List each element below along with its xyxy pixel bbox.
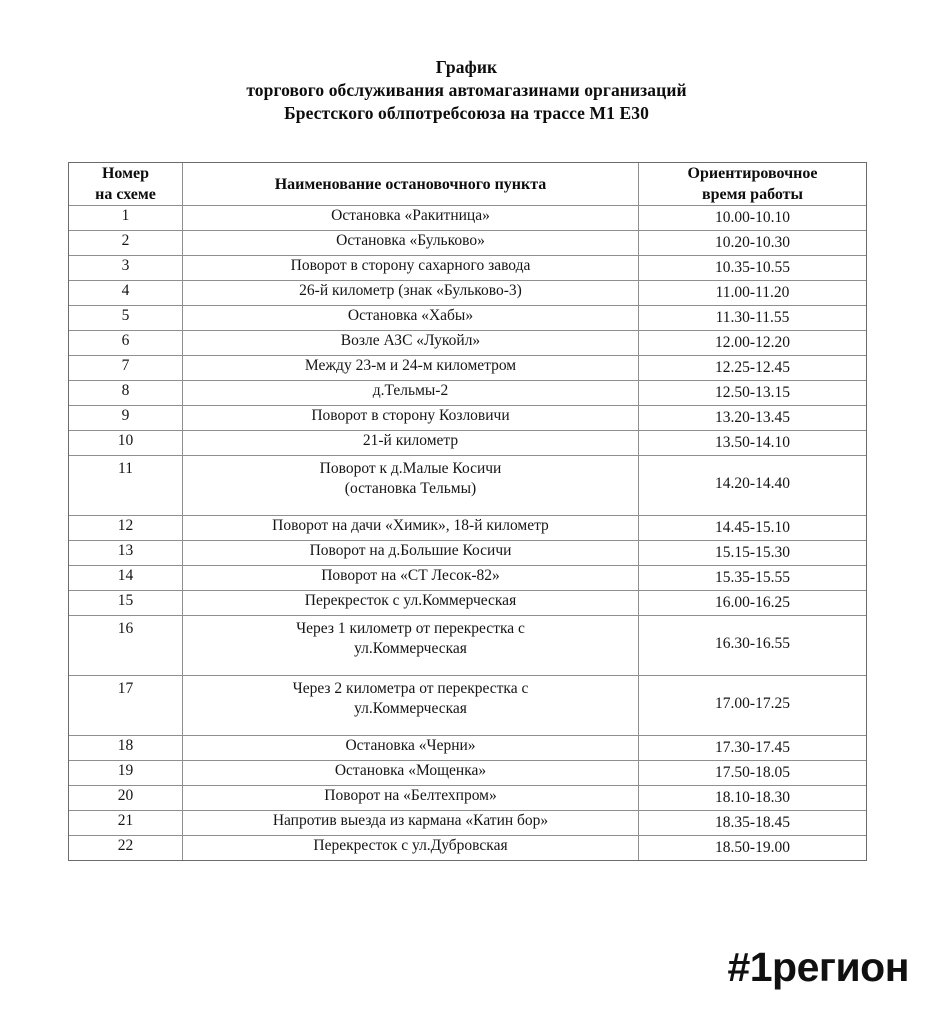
stop-name-cell bbox=[183, 566, 639, 591]
stop-name-line: Поворот на д.Большие Косичи bbox=[309, 542, 512, 559]
stop-name-cell bbox=[183, 231, 639, 256]
stop-name-line: Остановка «Хабы» bbox=[347, 307, 474, 324]
table-row bbox=[69, 331, 867, 356]
row-number-cell: 6 bbox=[69, 331, 183, 356]
table-row bbox=[69, 541, 867, 566]
table-header-row bbox=[69, 163, 867, 206]
row-number-cell: 2 bbox=[69, 231, 183, 256]
table-row bbox=[69, 516, 867, 541]
stop-name-cell bbox=[183, 811, 639, 836]
table-row bbox=[69, 456, 867, 516]
working-time-cell: 12.50-13.15 bbox=[639, 381, 867, 406]
working-time-cell: 15.35-15.55 bbox=[639, 566, 867, 591]
table-row bbox=[69, 591, 867, 616]
row-number-cell: 16 bbox=[69, 616, 183, 676]
stop-name-line: д.Тельмы-2 bbox=[372, 382, 449, 399]
stop-name-line: (остановка Тельмы) bbox=[344, 480, 477, 497]
stop-name-cell bbox=[183, 306, 639, 331]
stop-name-line: Поворот на «СТ Лесок-82» bbox=[321, 567, 500, 584]
stop-name-cell bbox=[183, 456, 639, 516]
stop-name-cell bbox=[183, 281, 639, 306]
table-row bbox=[69, 306, 867, 331]
stop-name-cell bbox=[183, 761, 639, 786]
stop-name-line: Поворот в сторону Козловичи bbox=[311, 407, 510, 424]
stop-name-line: Поворот на дачи «Химик», 18-й километр bbox=[272, 517, 549, 534]
row-number-cell: 15 bbox=[69, 591, 183, 616]
stop-name-line: Между 23-м и 24-м километром bbox=[304, 357, 517, 374]
working-time-cell: 12.25-12.45 bbox=[639, 356, 867, 381]
table-row bbox=[69, 566, 867, 591]
row-number-cell: 20 bbox=[69, 786, 183, 811]
stop-name-line: ул.Коммерческая bbox=[354, 700, 467, 717]
working-time-cell: 18.10-18.30 bbox=[639, 786, 867, 811]
row-number-cell: 4 bbox=[69, 281, 183, 306]
column-header-time-line-1: Ориентировочное bbox=[687, 165, 818, 182]
watermark: #1регион bbox=[727, 944, 909, 990]
title-line-3: Брестского облпотребсоюза на трассе М1 Е30 bbox=[284, 103, 649, 123]
working-time-cell: 15.15-15.30 bbox=[639, 541, 867, 566]
stop-name-line: 21-й километр bbox=[362, 432, 459, 449]
stop-name-line: 26-й километр (знак «Бульково-3) bbox=[299, 282, 522, 299]
table-row bbox=[69, 406, 867, 431]
schedule-table-container bbox=[68, 162, 866, 861]
title-line-2: торгового обслуживания автомагазинами организаций bbox=[246, 80, 687, 100]
row-number-cell: 22 bbox=[69, 836, 183, 861]
table-row bbox=[69, 281, 867, 306]
working-time-cell: 17.00-17.25 bbox=[639, 676, 867, 736]
table-row bbox=[69, 356, 867, 381]
column-header-number-line-1: Номер bbox=[101, 165, 150, 182]
stop-name-cell bbox=[183, 591, 639, 616]
table-row bbox=[69, 206, 867, 231]
column-header-time bbox=[639, 163, 867, 206]
row-number-cell: 21 bbox=[69, 811, 183, 836]
working-time-cell: 16.00-16.25 bbox=[639, 591, 867, 616]
stop-name-cell bbox=[183, 431, 639, 456]
working-time-cell: 10.35-10.55 bbox=[639, 256, 867, 281]
row-number-cell: 3 bbox=[69, 256, 183, 281]
row-number-cell: 18 bbox=[69, 736, 183, 761]
stop-name-line: Остановка «Мощенка» bbox=[334, 762, 487, 779]
table-row bbox=[69, 736, 867, 761]
stop-name-line: Перекресток с ул.Коммерческая bbox=[304, 592, 517, 609]
stop-name-line: Остановка «Черни» bbox=[345, 737, 476, 754]
stop-name-cell bbox=[183, 736, 639, 761]
working-time-cell: 12.00-12.20 bbox=[639, 331, 867, 356]
stop-name-cell bbox=[183, 256, 639, 281]
stop-name-cell bbox=[183, 516, 639, 541]
stop-name-cell bbox=[183, 331, 639, 356]
stop-name-line: Поворот на «Белтехпром» bbox=[324, 787, 497, 804]
stop-name-cell bbox=[183, 381, 639, 406]
stop-name-line: ул.Коммерческая bbox=[354, 640, 467, 657]
row-number-cell: 13 bbox=[69, 541, 183, 566]
column-header-name-line-1: Наименование остановочного пункта bbox=[274, 175, 547, 193]
working-time-cell: 18.50-19.00 bbox=[639, 836, 867, 861]
stop-name-line: Через 1 километр от перекрестка с bbox=[296, 620, 525, 637]
table-row bbox=[69, 676, 867, 736]
column-header-number bbox=[69, 163, 183, 206]
table-row bbox=[69, 231, 867, 256]
table-row bbox=[69, 616, 867, 676]
stop-name-cell bbox=[183, 541, 639, 566]
working-time-cell: 17.30-17.45 bbox=[639, 736, 867, 761]
working-time-cell: 16.30-16.55 bbox=[639, 616, 867, 676]
row-number-cell: 10 bbox=[69, 431, 183, 456]
table-row bbox=[69, 381, 867, 406]
column-header-name bbox=[183, 163, 639, 206]
stop-name-line: Поворот к д.Малые Косичи bbox=[319, 460, 502, 477]
page-title bbox=[0, 56, 933, 125]
stop-name-line: Остановка «Бульково» bbox=[336, 232, 485, 249]
stop-name-line: Через 2 километра от перекрестка с bbox=[292, 680, 529, 697]
stop-name-cell bbox=[183, 676, 639, 736]
working-time-cell: 13.50-14.10 bbox=[639, 431, 867, 456]
working-time-cell: 11.00-11.20 bbox=[639, 281, 867, 306]
stop-name-cell bbox=[183, 616, 639, 676]
working-time-cell: 13.20-13.45 bbox=[639, 406, 867, 431]
row-number-cell: 1 bbox=[69, 206, 183, 231]
table-body bbox=[69, 206, 867, 861]
working-time-cell: 11.30-11.55 bbox=[639, 306, 867, 331]
table-header bbox=[69, 163, 867, 206]
table-row bbox=[69, 811, 867, 836]
row-number-cell: 9 bbox=[69, 406, 183, 431]
table-row bbox=[69, 761, 867, 786]
table-row bbox=[69, 431, 867, 456]
table-row bbox=[69, 786, 867, 811]
stop-name-line: Напротив выезда из кармана «Катин бор» bbox=[272, 812, 549, 829]
row-number-cell: 14 bbox=[69, 566, 183, 591]
title-line-1: График bbox=[435, 57, 498, 77]
table-row bbox=[69, 836, 867, 861]
row-number-cell: 19 bbox=[69, 761, 183, 786]
working-time-cell: 17.50-18.05 bbox=[639, 761, 867, 786]
working-time-cell: 14.45-15.10 bbox=[639, 516, 867, 541]
stop-name-cell bbox=[183, 836, 639, 861]
stop-name-line: Поворот в сторону сахарного завода bbox=[290, 257, 531, 274]
row-number-cell: 11 bbox=[69, 456, 183, 516]
working-time-cell: 18.35-18.45 bbox=[639, 811, 867, 836]
working-time-cell: 10.20-10.30 bbox=[639, 231, 867, 256]
stop-name-cell bbox=[183, 406, 639, 431]
column-header-number-line-2: на схеме bbox=[95, 186, 156, 203]
schedule-table bbox=[68, 162, 867, 861]
working-time-cell: 10.00-10.10 bbox=[639, 206, 867, 231]
row-number-cell: 5 bbox=[69, 306, 183, 331]
stop-name-cell bbox=[183, 786, 639, 811]
stop-name-line: Возле АЗС «Лукойл» bbox=[340, 332, 481, 349]
working-time-cell: 14.20-14.40 bbox=[639, 456, 867, 516]
stop-name-line: Перекресток с ул.Дубровская bbox=[313, 837, 508, 854]
row-number-cell: 17 bbox=[69, 676, 183, 736]
stop-name-line: Остановка «Ракитница» bbox=[331, 207, 490, 224]
stop-name-cell bbox=[183, 206, 639, 231]
row-number-cell: 12 bbox=[69, 516, 183, 541]
row-number-cell: 7 bbox=[69, 356, 183, 381]
column-header-time-line-2: время работы bbox=[701, 186, 804, 203]
row-number-cell: 8 bbox=[69, 381, 183, 406]
stop-name-cell bbox=[183, 356, 639, 381]
table-row bbox=[69, 256, 867, 281]
